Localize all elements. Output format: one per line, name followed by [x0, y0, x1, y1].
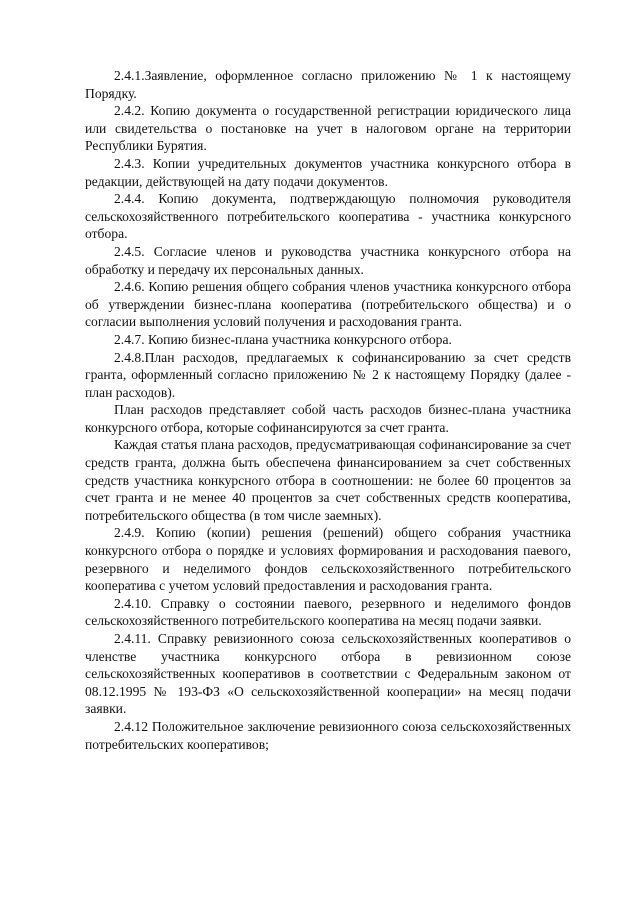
- paragraph-2-4-10: 2.4.10. Справку о состоянии паевого, резервного и неделимого фондов сельскохозяйственного потребительского кооператива на месяц подачи заявки.: [85, 595, 571, 629]
- paragraph-2-4-1: 2.4.1.Заявление, оформленное согласно приложению № 1 к настоящему Порядку.: [85, 68, 571, 101]
- paragraph-plan-description: План расходов представляет собой часть расходов бизнес-плана участника конкурсного отбора, которые софинансируются за счет гранта.: [85, 402, 571, 435]
- paragraph-2-4-3: 2.4.3. Копии учредительных документов участника конкурсного отбора в редакции, действующей на дату подачи документов.: [85, 155, 571, 189]
- document-page: [85, 67, 571, 753]
- paragraph-2-4-5: 2.4.5. Согласие членов и руководства участника конкурсного отбора на обработку и передачу их персональных данных.: [85, 243, 571, 277]
- paragraph-2-4-2: 2.4.2. Копию документа о государственной регистрации юридического лица или свидетельства о постановке на учет в налоговом органе на территории Республики Бурятия.: [85, 103, 571, 154]
- paragraph-2-4-12: 2.4.12 Положительное заключение ревизионного союза сельскохозяйственных потребительских кооперативов;: [85, 718, 571, 752]
- paragraph-2-4-9: 2.4.9. Копию (копии) решения (решений) общего собрания участника конкурсного отбора о порядке и условиях формирования и расходования паевого, резервного и неделимого фондов сельскохозяйственного потребительского кооператива с учетом условий предоставления и расходования гранта.: [85, 525, 571, 594]
- paragraph-2-4-8: 2.4.8.План расходов, предлагаемых к софинансированию за счет средств гранта, оформленный согласно приложению № 2 к настоящему Порядку (далее - план расходов).: [85, 349, 571, 400]
- paragraph-2-4-6: 2.4.6. Копию решения общего собрания членов участника конкурсного отбора об утверждении бизнес-плана кооператива (потребительского общества) и о согласии выполнения условий получения и расходования гранта.: [85, 279, 571, 330]
- paragraph-cofinancing-ratio: Каждая статья плана расходов, предусматривающая софинансирование за счет средств гранта, должна быть обеспечена финансированием за счет собственных средств участника конкурсного отбора в соотношении: не более 60 процентов за счет гранта и не менее 40 процентов за счет собственных средств кооператива, потребительского общества (в том числе заемных).: [85, 437, 571, 523]
- paragraph-2-4-7: 2.4.7. Копию бизнес-плана участника конкурсного отбора.: [114, 331, 452, 347]
- paragraph-2-4-11: 2.4.11. Справку ревизионного союза сельскохозяйственных кооперативов о членстве участника конкурсного отбора в ревизионном союзе сельскохозяйственных кооперативов в соответствии с Федеральным законом от 08.12.1995 № 193-ФЗ «О сельскохозяйственной кооперации» на месяц подачи заявки.: [85, 631, 571, 717]
- paragraph-2-4-4: 2.4.4. Копию документа, подтверждающую полномочия руководителя сельскохозяйственного потребительского кооператива - участника конкурсного отбора.: [85, 191, 571, 242]
